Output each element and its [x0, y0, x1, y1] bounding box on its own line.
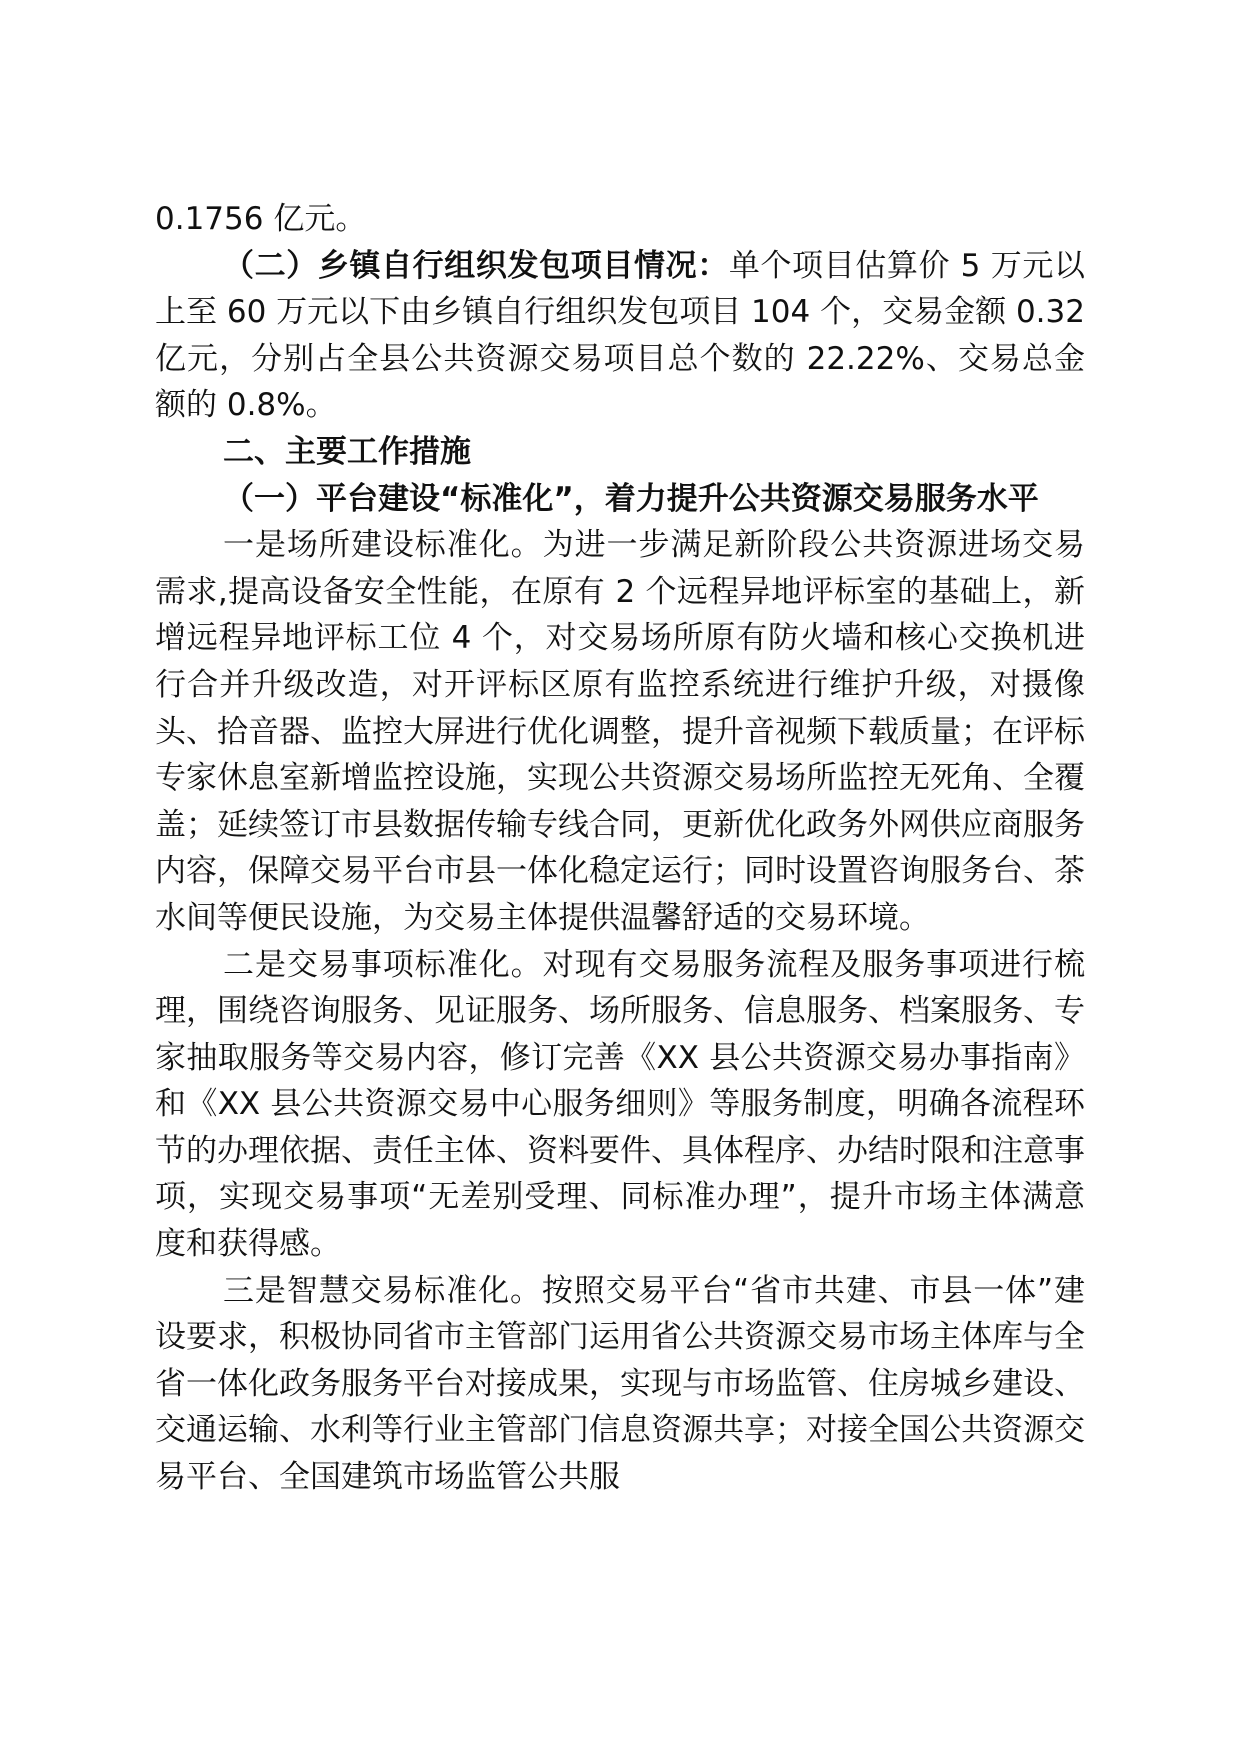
subsection-heading-platform-standardization: （一）平台建设“标准化”，着力提升公共资源交易服务水平: [223, 480, 1039, 517]
paragraph-transaction-standardization: 二是交易事项标准化。对现有交易服务流程及服务事项进行梳理，围绕咨询服务、见证服务、场所服务、信息服务、档案服务、专家抽取服务等交易内容，修订完善《XX 县公共资源交易办事指南》和《XX 县公共资源交易中心服务细则》等服务制度，明确各流程环节的办理依据、责任主体、资料要件、具体程序、办结时限和注意事项，实现交易事项“无差别受理、同标准办理”，提升市场主体满意度和获得感。: [155, 946, 1085, 1263]
document-page: [155, 196, 1085, 1501]
township-projects-label: （二）乡镇自行组织发包项目情况：: [223, 247, 729, 284]
township-projects-text: 单个项目估算价 5 万元以上至 60 万元以下由乡镇自行组织发包项目 104 个，交易金额 0.32 亿元，分别占全县公共资源交易项目总个数的 22.22%、交易总金额的 0.8%。: [155, 247, 1086, 424]
paragraph-smart-transaction-standardization: 三是智慧交易标准化。按照交易平台“省市共建、市县一体”建设要求，积极协同省市主管部门运用省公共资源交易市场主体库与全省一体化政务服务平台对接成果，实现与市场监管、住房城乡建设、交通运输、水利等行业主管部门信息资源共享；对接全国公共资源交易平台、全国建筑市场监管公共服: [155, 1272, 1085, 1496]
paragraph-venue-standardization: 一是场所建设标准化。为进一步满足新阶段公共资源进场交易需求,提高设备安全性能，在原有 2 个远程异地评标室的基础上，新增远程异地评标工位 4 个，对交易场所原有防火墙和核心交换机进行合并升级改造，对开评标区原有监控系统进行维护升级，对摄像头、拾音器、监控大屏进行优化调整，提升音视频下载质量；在评标专家休息室新增监控设施，实现公共资源交易场所监控无死角、全覆盖；延续签订市县数据传输专线合同，更新优化政务外网供应商服务内容，保障交易平台市县一体化稳定运行；同时设置咨询服务台、茶水间等便民设施，为交易主体提供温馨舒适的交易环境。: [155, 527, 1085, 936]
section-heading-main-measures: 二、主要工作措施: [223, 433, 471, 470]
paragraph-township-projects: [155, 243, 1085, 429]
paragraph-continuation: 0.1756 亿元。: [155, 201, 367, 237]
